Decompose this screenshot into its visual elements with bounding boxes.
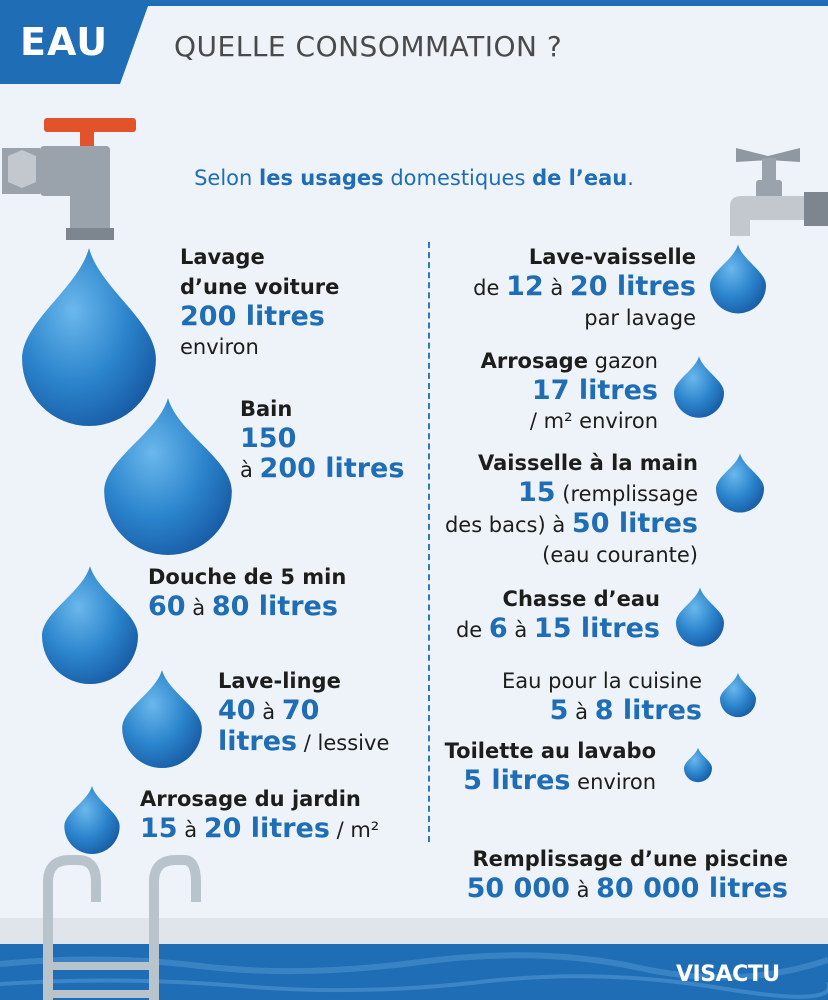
water-drop-icon (674, 356, 724, 418)
usage-cooking-water: Eau pour la cuisine 5 à 8 litres (502, 669, 702, 726)
water-drop-icon (720, 672, 756, 718)
usage-shower: Douche de 5 min 60 à 80 litres (148, 565, 347, 622)
eau-tag: EAU (20, 20, 109, 64)
usage-bath: Bain 150 à 200 litres (240, 397, 405, 484)
water-drop-icon (684, 746, 712, 784)
page-title: QUELLE CONSOMMATION ? (174, 30, 563, 63)
usage-toilet-flush: Chasse d’eau de 6 à 15 litres (455, 587, 660, 644)
usage-car-wash: Lavage d’une voiture 200 litres environ (180, 245, 340, 359)
brand-logo: VISACTU (676, 962, 780, 987)
usage-lawn-watering: Arrosage gazon 17 litres / m² environ (480, 349, 658, 433)
subtitle: Selon les usages domestiques de l’eau. (194, 166, 634, 190)
water-drop-icon (676, 586, 724, 648)
water-drop-icon (104, 398, 232, 555)
usage-hand-dishwashing: Vaisselle à la main 15 (remplissage des bacs) à 50 litres (eau courante) (444, 451, 698, 567)
pool-ladder-icon (34, 852, 204, 1000)
usage-garden-watering: Arrosage du jardin 15 à 20 litres / m² (140, 787, 380, 844)
water-drop-icon (122, 670, 202, 768)
water-drop-icon (710, 244, 766, 314)
usage-washing-machine: Lave-linge 40 à 70 litres / lessive (218, 669, 390, 757)
water-drop-icon (64, 786, 120, 854)
water-drop-icon (716, 452, 764, 514)
column-divider (428, 242, 430, 842)
usage-dishwasher: Lave-vaisselle de 12 à 20 litres par lavage (473, 245, 696, 330)
usage-pool-filling: Remplissage d’une piscine 50 000 à 80 000 litres (466, 847, 788, 904)
right-faucet-icon (730, 146, 828, 246)
usage-sink-wash: Toilette au lavabo 5 litres environ (444, 739, 656, 796)
water-drop-icon (42, 566, 138, 684)
